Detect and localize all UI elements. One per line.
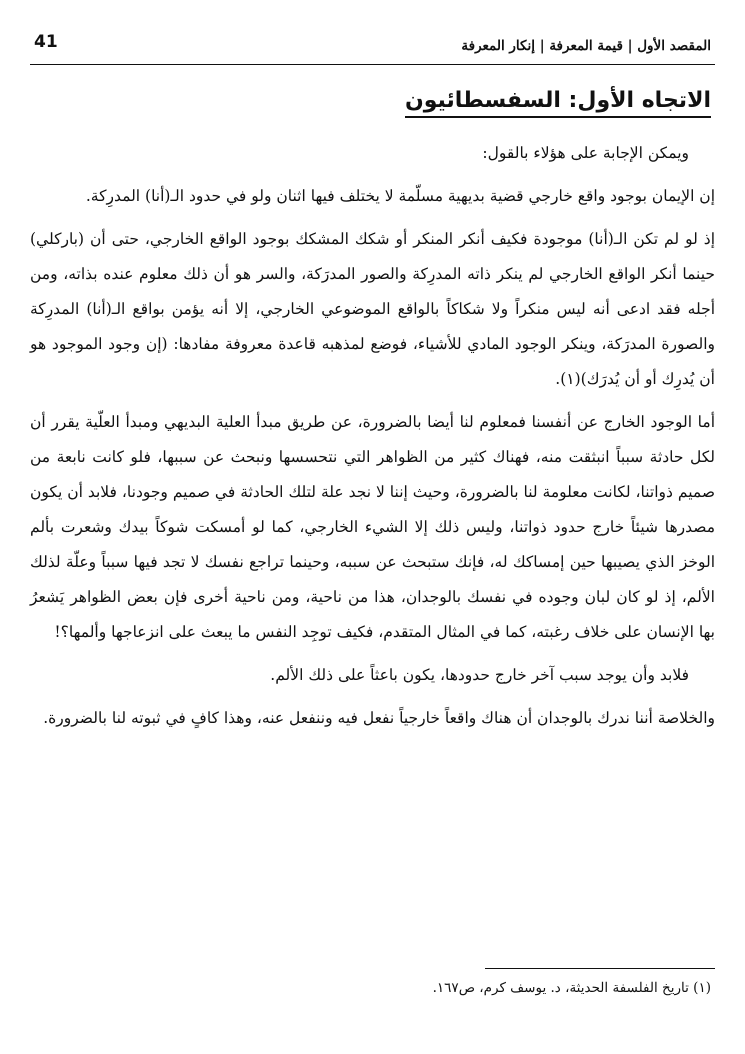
paragraph: إذ لو لم تكن الـ(أنا) موجودة فكيف أنكر المنكر أو شكك المشكك بوجود الواقع الخارجي، حتى أن (باركلي) حينما أنكر الواقع الخارجي لم ينكر ذاته المدرِكة والصور المدرَكة، والسر هو أن ذلك معلوم عنده بذاته، ومن أجله فقد ادعى أنه ليس منكراً ولا شكاكاً بالواقع الموضوعي الخارجي، إلا أنه يؤمن بواقع الـ(أنا) المدرِكة والصورة المدرَكة، وينكر الوجود المادي للأشياء، فوضع لمذهبه قاعدة معروفة مفادها: (إن وجود الموجود هو أن يُدرِك أو أن يُدرَك)(١).: [30, 230, 715, 388]
running-head: المقصد الأول | قيمة المعرفة | إنكار المعرفة: [461, 38, 711, 54]
body-text: [30, 136, 715, 744]
paragraph: أما الوجود الخارج عن أنفسنا فمعلوم لنا أيضا بالضرورة، عن طريق مبدأ العلية البديهي ومبدأ العلّية يقرر أن لكل حادثة سبباً انبثقت منه، فهناك كثير من الظواهر التي نتحسسها ونبحث عن سببها، فلو كانت نابعة من صميم ذواتنا، لكانت معلومة لنا بالضرورة، وحيث إننا لا نجد علة لتلك الحادثة في صميم وجودنا، فلابد أن يكون مصدرها شيئاً خارج حدود ذواتنا، وليس ذلك إلا الشيء الخارجي، كما لو أمسكت شوكاً بيدك وشعرت بألم الوخز الذي يصيبها حين إمساكك له، فإنك ستبحث عن سببه، وحينما تراجع نفسك لا تجد فيها سبباً وعلّة لذلك الألم، إذ لو كان لبان وجوده في نفسك بالوجدان، هذا من ناحية، ومن ناحية أخرى فإن بعض الظواهر يَشعرُ بها الإنسان على خلاف رغبته، كما في المثال المتقدم، فكيف توجِد النفس ما يبعث على انزعاجها وألمها؟!: [30, 413, 716, 641]
paragraph: فلابد وأن يوجد سبب آخر خارج حدودها، يكون باعثاً على ذلك الألم.: [270, 666, 689, 684]
page-header: [30, 30, 715, 65]
paragraph: إن الإيمان بوجود واقع خارجي قضية بديهية مسلّمة لا يختلف فيها اثنان ولو في حدود الـ(أنا) المدرِكة.: [85, 187, 715, 205]
footnote: (١) تاريخ الفلسفة الحديثة، د. يوسف كرم، ص١٦٧.: [432, 980, 711, 996]
section-title: الاتجاه الأول: السفسطائيون: [405, 88, 711, 118]
page-number: 41: [34, 32, 58, 52]
paragraph: ويمكن الإجابة على هؤلاء بالقول:: [482, 144, 689, 162]
paragraph: والخلاصة أننا ندرك بالوجدان أن هناك واقعاً خارجياً نفعل فيه وننفعل عنه، وهذا كافٍ في ثبوته لنا بالضرورة.: [43, 709, 715, 727]
footnote-divider: [485, 968, 715, 969]
